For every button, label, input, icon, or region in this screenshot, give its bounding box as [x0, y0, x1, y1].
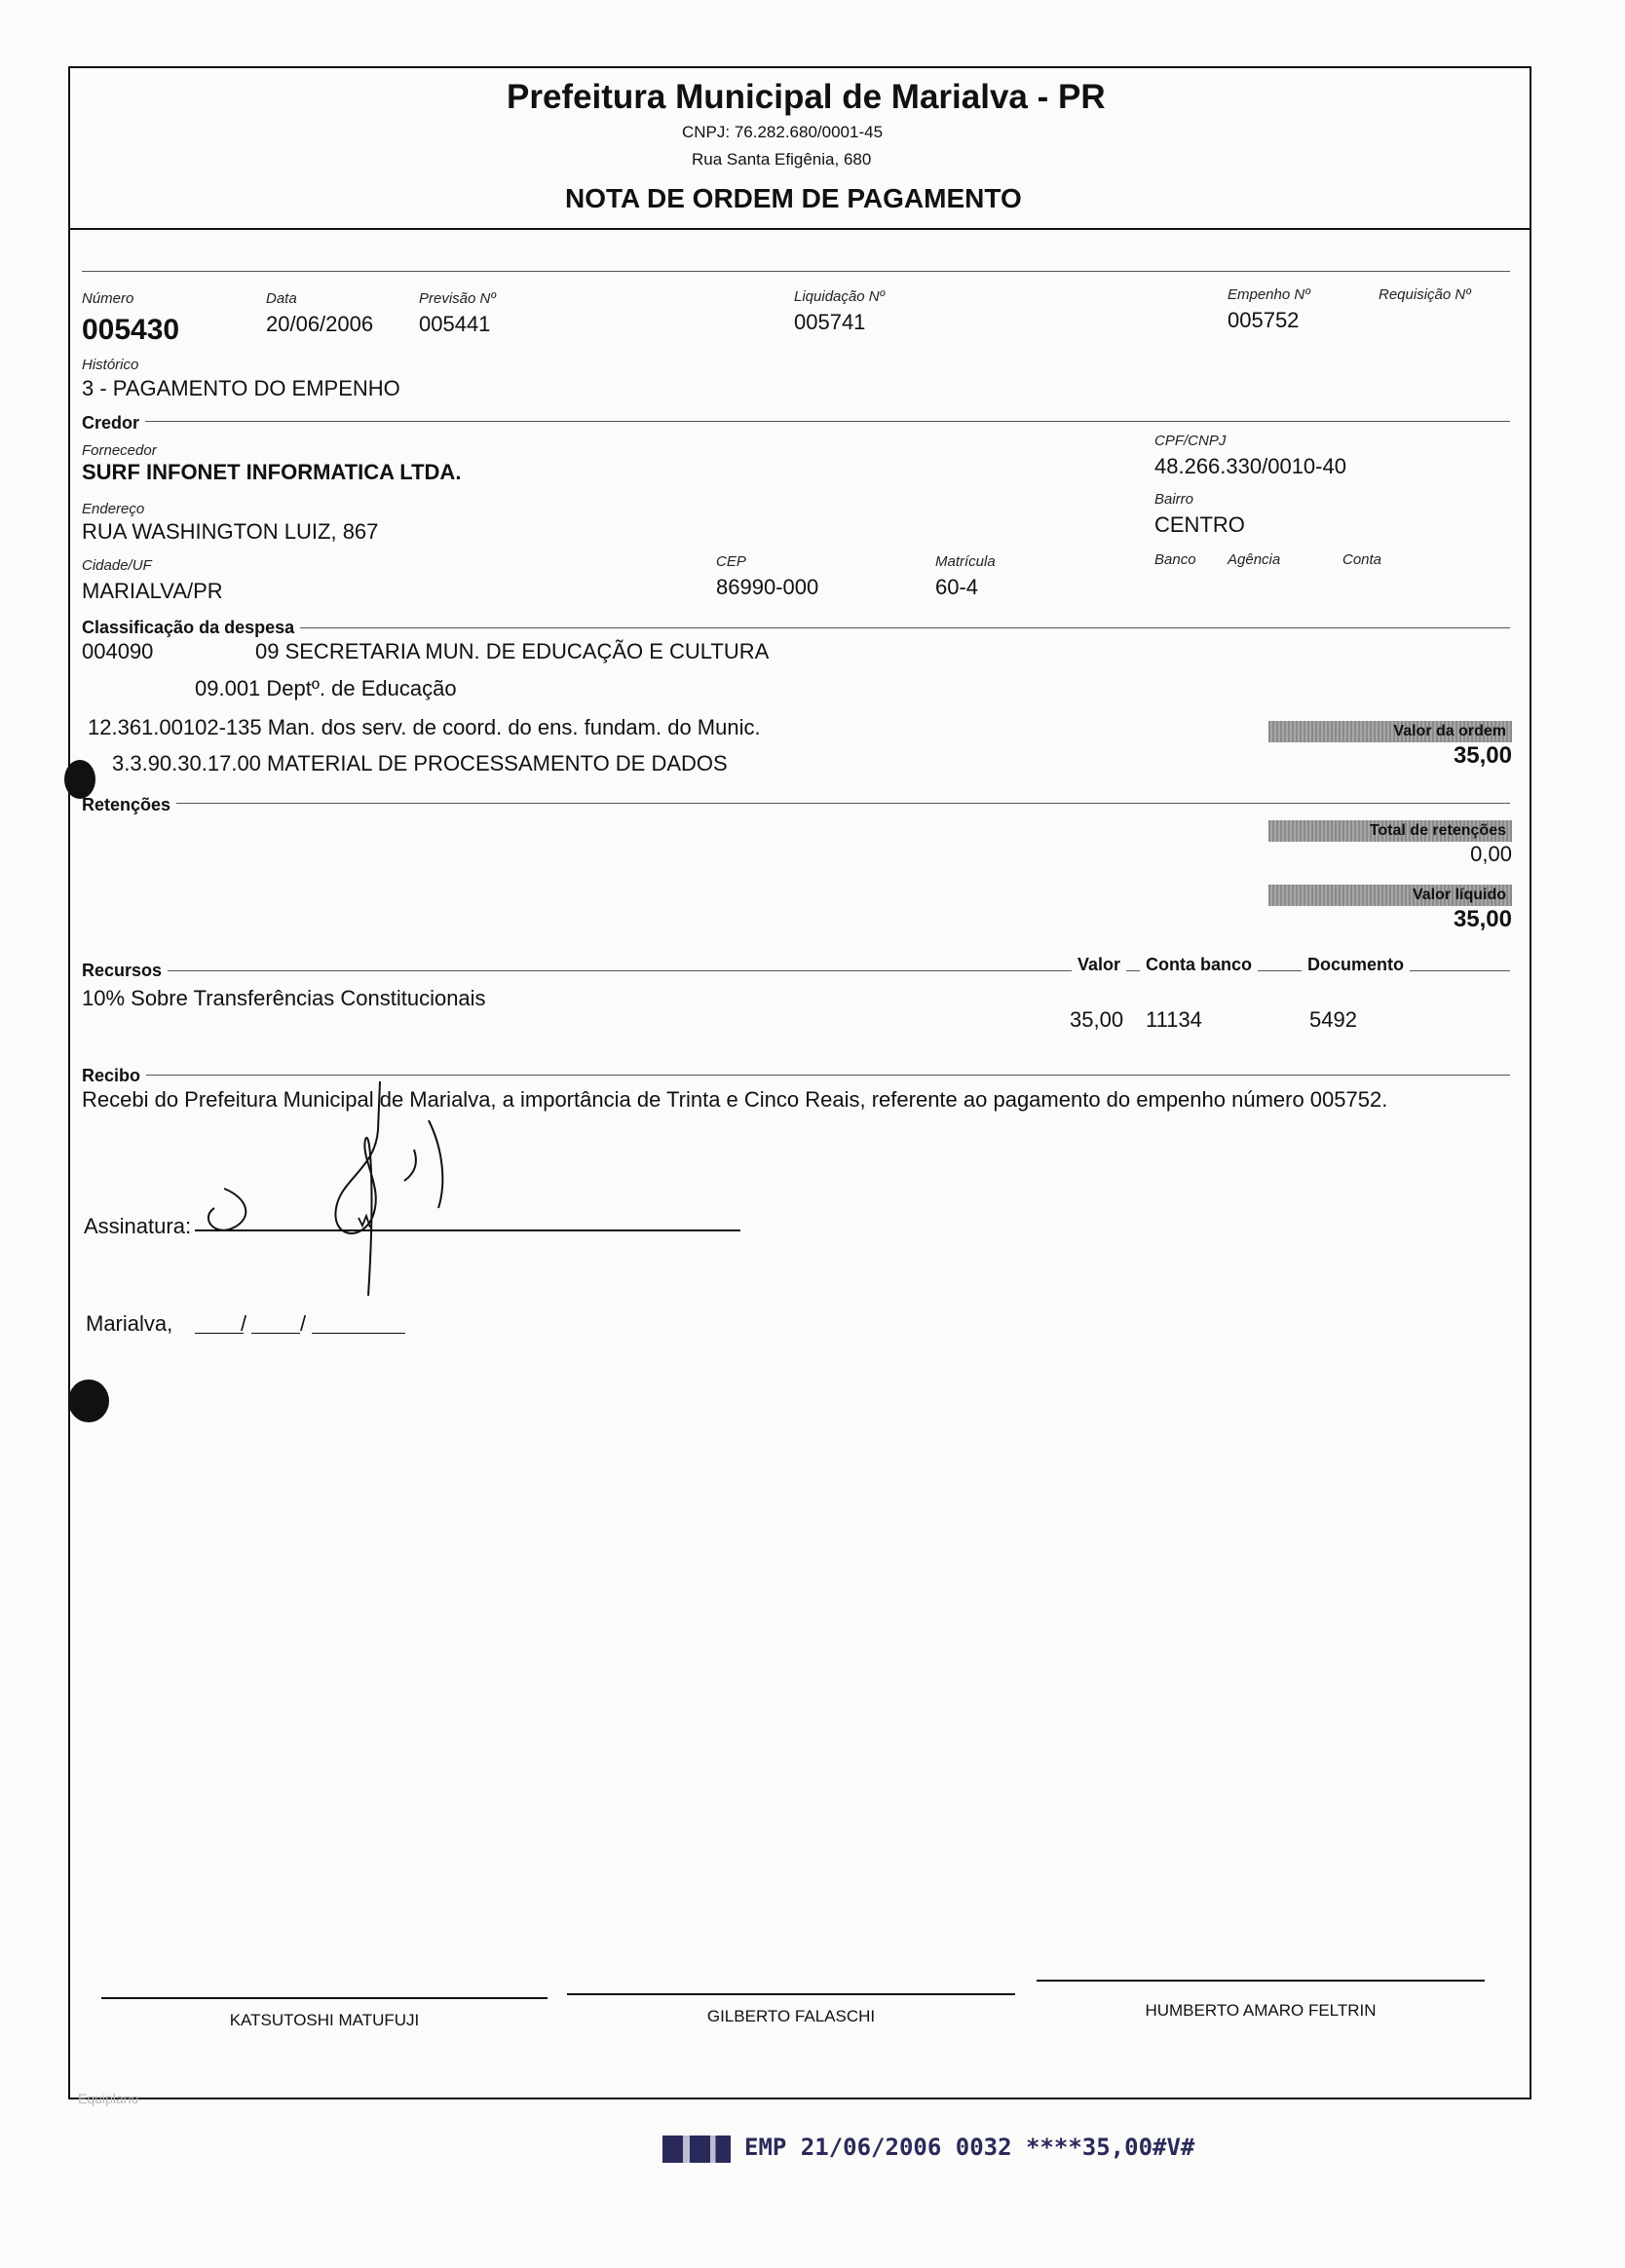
signatory-name-3: HUMBERTO AMARO FELTRIN [1145, 2001, 1377, 2020]
valor-liquido-label: Valor líquido [1268, 885, 1512, 906]
header-divider [68, 228, 1530, 230]
credor-rule [82, 421, 1510, 422]
endereco-value: RUA WASHINGTON LUIZ, 867 [82, 519, 379, 544]
signatory-name-2: GILBERTO FALASCHI [706, 2007, 876, 2025]
signatory-line-1 [101, 1997, 548, 1999]
liquidacao-label: Liquidação Nº [794, 288, 886, 305]
agencia-label: Agência [1228, 551, 1281, 568]
fornecedor-label: Fornecedor [82, 442, 157, 459]
valor-ordem-value: 35,00 [1453, 742, 1512, 769]
matricula-value: 60-4 [935, 575, 979, 599]
historico-value: 3 - PAGAMENTO DO EMPENHO [82, 376, 400, 400]
id-rule [82, 271, 1510, 272]
banco-label: Banco [1154, 551, 1196, 568]
previsao-label: Previsão Nº [419, 290, 496, 307]
signatory-line-2 [567, 1993, 1015, 1995]
date-year-line [312, 1333, 405, 1334]
cnpj-text: CNPJ: 76.282.680/0001-45 [682, 123, 884, 141]
date-day-line [195, 1333, 244, 1334]
bairro-value: CENTRO [1154, 512, 1245, 537]
fornecedor-value: SURF INFONET INFORMATICA LTDA. [82, 460, 462, 484]
bairro-label: Bairro [1154, 491, 1194, 508]
classificacao-line2: 09.001 Deptº. de Educação [195, 676, 457, 700]
date-sep-1: / [241, 1311, 247, 1336]
valor-liquido-value: 35,00 [1453, 906, 1512, 932]
empenho-label: Empenho Nº [1228, 286, 1310, 303]
signatory-name-1: KATSUTOSHI MATUFUJI [229, 2011, 420, 2029]
recibo-section-title: Recibo [82, 1066, 146, 1086]
data-label: Data [266, 290, 297, 307]
address-text: Rua Santa Efigênia, 680 [692, 150, 872, 169]
payment-stamp: EMP 21/06/2006 0032 ****35,00#V# [744, 2134, 1195, 2161]
requisicao-label: Requisição Nº [1379, 286, 1471, 303]
classificacao-line3: 12.361.00102-135 Man. dos serv. de coord. do ens. fundam. do Munic. [88, 715, 761, 739]
recursos-valor-label: Valor [1072, 955, 1126, 975]
handwritten-signature [195, 1072, 487, 1305]
total-retencoes-value: 0,00 [1470, 842, 1512, 866]
cidade-label: Cidade/UF [82, 557, 152, 574]
recursos-conta: 11134 [1146, 1007, 1202, 1032]
data-value: 20/06/2006 [266, 312, 374, 336]
recursos-documento-label: Documento [1302, 955, 1410, 975]
credor-section-title: Credor [82, 413, 145, 434]
assinatura-label: Assinatura: [84, 1214, 192, 1238]
recursos-valor: 35,00 [1070, 1007, 1124, 1032]
date-sep-2: / [300, 1311, 307, 1336]
document-title: NOTA DE ORDEM DE PAGAMENTO [565, 183, 1022, 213]
recursos-conta-label: Conta banco [1140, 955, 1258, 975]
classificacao-code: 004090 [82, 639, 154, 663]
cpf-value: 48.266.330/0010-40 [1154, 454, 1346, 478]
recursos-descricao: 10% Sobre Transferências Constitucionais [82, 986, 486, 1010]
date-month-line [251, 1333, 300, 1334]
recursos-rule [82, 970, 1510, 971]
numero-label: Número [82, 290, 134, 307]
local-label: Marialva, [86, 1311, 173, 1336]
cidade-value: MARIALVA/PR [82, 579, 223, 603]
punch-hole-bottom [68, 1380, 109, 1422]
punch-hole-top [64, 760, 95, 799]
conta-label: Conta [1342, 551, 1382, 568]
matricula-label: Matrícula [935, 553, 996, 570]
numero-value: 005430 [82, 314, 180, 346]
recursos-section-title: Recursos [82, 961, 168, 981]
historico-label: Histórico [82, 357, 139, 373]
classificacao-section-title: Classificação da despesa [82, 618, 300, 638]
page-title: Prefeitura Municipal de Marialva - PR [507, 78, 1106, 116]
recibo-text: Recebi do Prefeitura Municipal de Marialva, a importância de Trinta e Cinco Reais, referente ao pagamento do empenho número 005752. [82, 1087, 1388, 1112]
signatory-line-3 [1037, 1980, 1485, 1982]
retencoes-section-title: Retenções [82, 795, 176, 815]
software-watermark: Equiplano [78, 2091, 139, 2106]
liquidacao-value: 005741 [794, 310, 866, 334]
recursos-documento: 5492 [1309, 1007, 1357, 1032]
classificacao-line4: 3.3.90.30.17.00 MATERIAL DE PROCESSAMENTO DE DADOS [112, 751, 728, 775]
endereco-label: Endereço [82, 501, 145, 517]
cpf-label: CPF/CNPJ [1154, 433, 1227, 449]
retencoes-rule [82, 803, 1510, 804]
stamp-logo [662, 2136, 731, 2163]
cep-value: 86990-000 [716, 575, 819, 599]
valor-ordem-label: Valor da ordem [1268, 721, 1512, 742]
classificacao-line1: 09 SECRETARIA MUN. DE EDUCAÇÃO E CULTURA [255, 639, 770, 663]
total-retencoes-label: Total de retenções [1268, 820, 1512, 842]
empenho-value: 005752 [1228, 308, 1300, 332]
previsao-value: 005441 [419, 312, 491, 336]
cep-label: CEP [716, 553, 746, 570]
